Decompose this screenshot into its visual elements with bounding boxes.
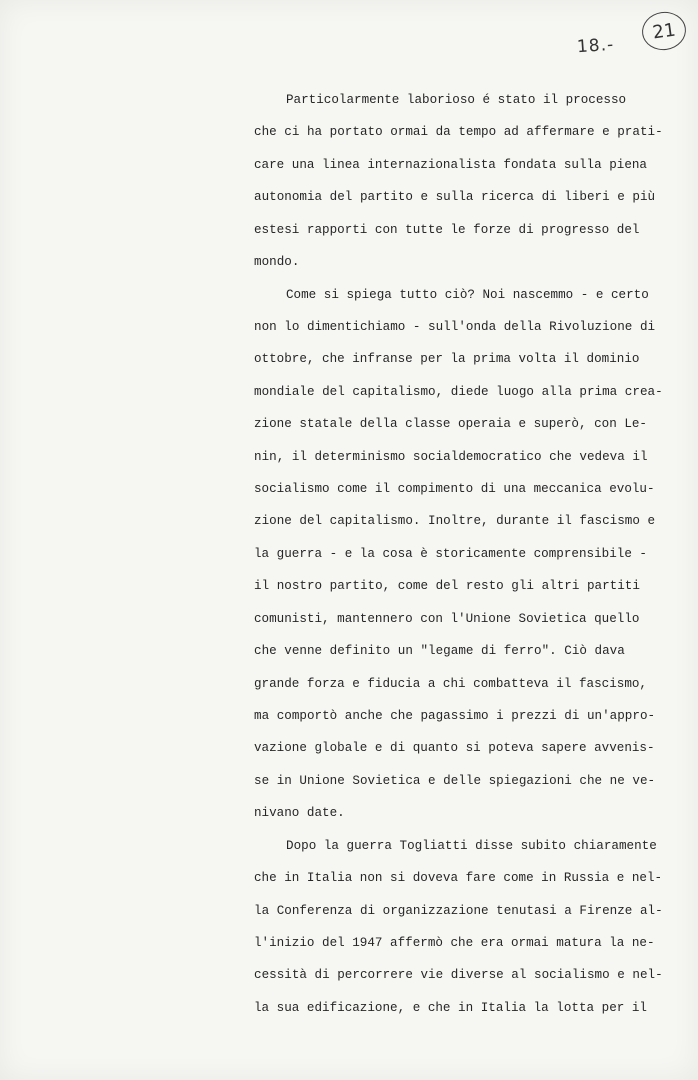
text-line: l'inizio del 1947 affermò che era ormai matura la ne- xyxy=(254,935,655,950)
text-line: Particolarmente laborioso é stato il processo xyxy=(286,93,627,107)
text-line: mondo. xyxy=(254,255,300,270)
text-line: care una linea internazionalista fondata sulla piena xyxy=(254,157,647,172)
archive-stamp xyxy=(640,9,689,53)
text-line: Dopo la guerra Togliatti disse subito chiaramente xyxy=(286,838,657,853)
text-line: che venne definito un "legame di ferro". Ciò dava xyxy=(254,644,625,659)
text-line: non lo dimentichiamo - sull'onda della Rivoluzione di xyxy=(254,319,656,334)
text-line: la sua edificazione, e che in Italia la lotta per il xyxy=(254,1000,647,1015)
text-line: zione del capitalismo. Inoltre, durante il fascismo e xyxy=(254,514,656,529)
text-line: vazione globale e di quanto si poteva sapere avvenis- xyxy=(254,741,655,756)
text-line: comunisti, mantennero con l'Unione Sovietica quello xyxy=(254,611,640,626)
text-line: socialismo come il compimento di una meccanica evolu- xyxy=(254,482,655,497)
text-line: nivano date. xyxy=(254,806,345,821)
text-line: se in Unione Sovietica e delle spiegazioni che ne ve- xyxy=(254,773,656,788)
text-line: ottobre, che infranse per la prima volta il dominio xyxy=(254,352,640,367)
text-line: mondiale del capitalismo, diede luogo alla prima crea- xyxy=(254,384,663,399)
text-line: nin, il determinismo socialdemocratico che vedeva il xyxy=(254,449,648,464)
page-number: 18.- xyxy=(576,34,615,58)
text-line: ma comportò anche che pagassimo i prezzi di un'appro- xyxy=(254,709,656,724)
text-line: cessità di percorrere vie diverse al socialismo e nel- xyxy=(254,968,663,983)
text-line: la Conferenza di organizzazione tenutasi a Firenze al- xyxy=(254,903,663,918)
text-line: che ci ha portato ormai da tempo ad affermare e prati- xyxy=(254,125,663,140)
text-line: Come si spiega tutto ciò? Noi nascemmo - e certo xyxy=(286,287,649,302)
text-line: autonomia del partito e sulla ricerca di liberi e più xyxy=(254,190,656,205)
text-line: il nostro partito, come del resto gli altri partiti xyxy=(254,579,640,594)
text-line: che in Italia non si doveva fare come in Russia e nel- xyxy=(254,871,663,886)
text-line: zione statale della classe operaia e superò, con Le- xyxy=(254,417,647,432)
stamp-number: 21 xyxy=(651,19,677,43)
text-line: estesi rapporti con tutte le forze di progresso del xyxy=(254,222,640,237)
text-line: grande forza e fiducia a chi combatteva il fascismo, xyxy=(254,676,647,691)
body-text xyxy=(0,84,698,1024)
text-line: la guerra - e la cosa è storicamente comprensibile - xyxy=(254,546,647,561)
